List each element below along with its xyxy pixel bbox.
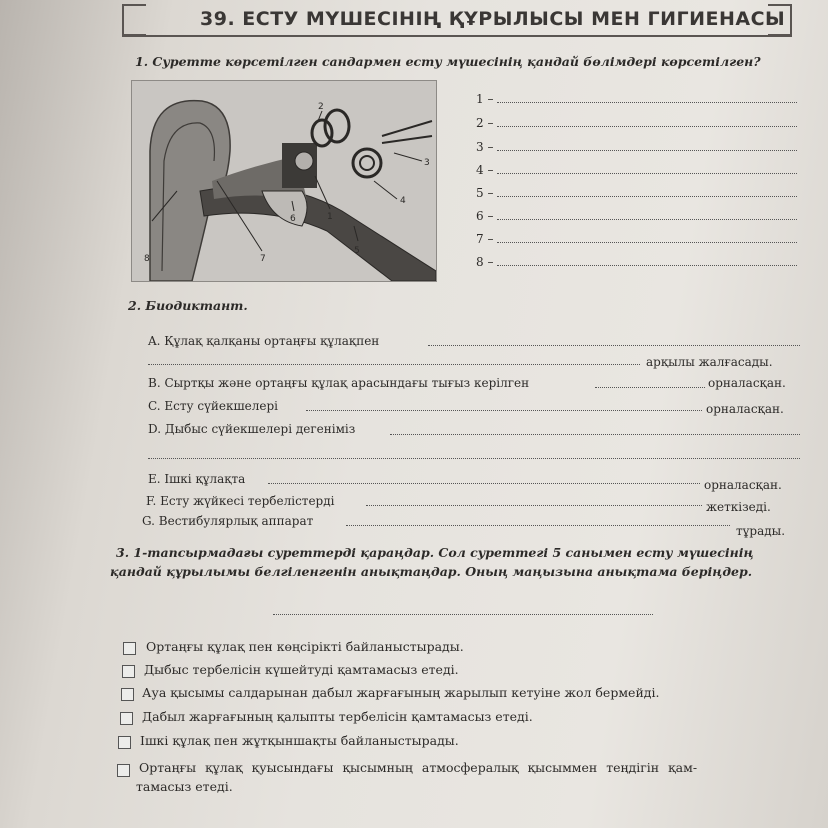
task3-question-line1: 3. 1-тапсырмадағы суреттерді қараңдар. Сол суреттегі 5 санымен есту мүшесінің xyxy=(116,545,754,560)
figure-label: 1 xyxy=(327,212,333,222)
option-label-5: Ішкі құлақ пен жұтқыншақты байланыстырады. xyxy=(140,733,459,748)
answer-line-1[interactable]: 1 – xyxy=(476,92,797,106)
option-checkbox-2[interactable] xyxy=(122,665,135,678)
option-label-3: Ауа қысымы салдарынан дабыл жарғағының жарылып кетуіне жол бермейді. xyxy=(142,685,660,700)
blank-f[interactable] xyxy=(366,505,702,506)
figure-label: 2 xyxy=(318,102,324,112)
option-checkbox-6[interactable] xyxy=(117,764,130,777)
dictation-tail-e: орналасқан. xyxy=(704,478,782,492)
answer-line-6[interactable]: 6 – xyxy=(476,209,797,223)
page-title: 39. ЕСТУ МҮШЕСІНІҢ ҚҰРЫЛЫСЫ МЕН ГИГИЕНАСЫ xyxy=(200,8,786,30)
dictation-tail-b: орналасқан. xyxy=(708,376,786,390)
header-underline xyxy=(122,35,792,37)
option-checkbox-3[interactable] xyxy=(121,688,134,701)
blank-b[interactable] xyxy=(595,387,705,388)
ear-diagram-drawing xyxy=(132,81,436,281)
answer-line-2[interactable]: 2 – xyxy=(476,116,797,130)
blank-c[interactable] xyxy=(306,410,702,411)
option-label-6-continued: тамасыз етеді. xyxy=(136,779,233,794)
dictation-item-g: G. Вестибулярлық аппарат xyxy=(142,514,314,528)
task2-title: 2. Биодиктант. xyxy=(128,298,248,313)
blank-g[interactable] xyxy=(346,525,730,526)
figure-label: 3 xyxy=(424,158,430,168)
task1-question: 1. Суретте көрсетілген сандармен есту мүшесінің қандай бөлімдері көрсетілген? xyxy=(135,54,761,69)
option-label-1: Ортаңғы құлақ пен көңсірікті байланыстырады. xyxy=(146,639,464,654)
ear-diagram xyxy=(131,80,437,282)
figure-label: 5 xyxy=(354,246,360,256)
option-checkbox-4[interactable] xyxy=(120,712,133,725)
dictation-item-a: A. Құлақ қалқаны ортаңғы құлақпен xyxy=(148,334,380,348)
dictation-item-c: C. Есту сүйекшелері xyxy=(148,399,278,413)
dictation-item-d: D. Дыбыс сүйекшелері дегеніміз xyxy=(148,422,356,436)
answer-line-7[interactable]: 7 – xyxy=(476,232,797,246)
task3-answer-blank[interactable] xyxy=(273,614,653,615)
answer-line-5[interactable]: 5 – xyxy=(476,186,797,200)
option-checkbox-1[interactable] xyxy=(123,642,136,655)
dictation-item-b: B. Сыртқы және ортаңғы құлақ арасындағы тығыз керілген xyxy=(148,376,530,390)
dictation-tail-c: орналасқан. xyxy=(706,402,784,416)
blank-a[interactable] xyxy=(428,345,800,346)
blank-d[interactable] xyxy=(390,434,800,435)
dictation-tail-f: жеткізеді. xyxy=(706,500,771,514)
task3-question-line2: қандай құрылымы белгіленгенін анықтаңдар. Оның маңызына анықтама беріңдер. xyxy=(110,564,753,579)
dictation-tail-g: тұрады. xyxy=(736,524,786,538)
figure-label: 4 xyxy=(400,196,406,206)
figure-label: 7 xyxy=(260,254,266,264)
header-ornament-left xyxy=(122,4,146,36)
page-header xyxy=(122,2,792,36)
answer-line-4[interactable]: 4 – xyxy=(476,163,797,177)
header-ornament-right xyxy=(768,4,792,36)
option-label-4: Дабыл жарғағының қалыпты тербелісін қамтамасыз етеді. xyxy=(142,709,533,724)
blank-a-continued[interactable] xyxy=(148,364,640,365)
answer-line-8[interactable]: 8 – xyxy=(476,255,797,269)
option-label-2: Дыбыс тербелісін күшейтуді қамтамасыз етеді. xyxy=(144,662,459,677)
dictation-item-e: E. Ішкі құлақта xyxy=(148,472,246,486)
blank-d-continued[interactable] xyxy=(148,458,800,459)
figure-label: 8 xyxy=(144,254,150,264)
dictation-item-f: F. Есту жүйкесі тербелістерді xyxy=(146,494,335,508)
figure-label: 6 xyxy=(290,214,296,224)
option-label-6: Ортаңғы құлақ қуысындағы қысымның атмосфералық қысыммен теңдігін қам- xyxy=(139,760,698,775)
dictation-tail-a: арқылы жалғасады. xyxy=(646,355,773,369)
answer-line-3[interactable]: 3 – xyxy=(476,140,797,154)
blank-e[interactable] xyxy=(268,483,700,484)
option-checkbox-5[interactable] xyxy=(118,736,131,749)
